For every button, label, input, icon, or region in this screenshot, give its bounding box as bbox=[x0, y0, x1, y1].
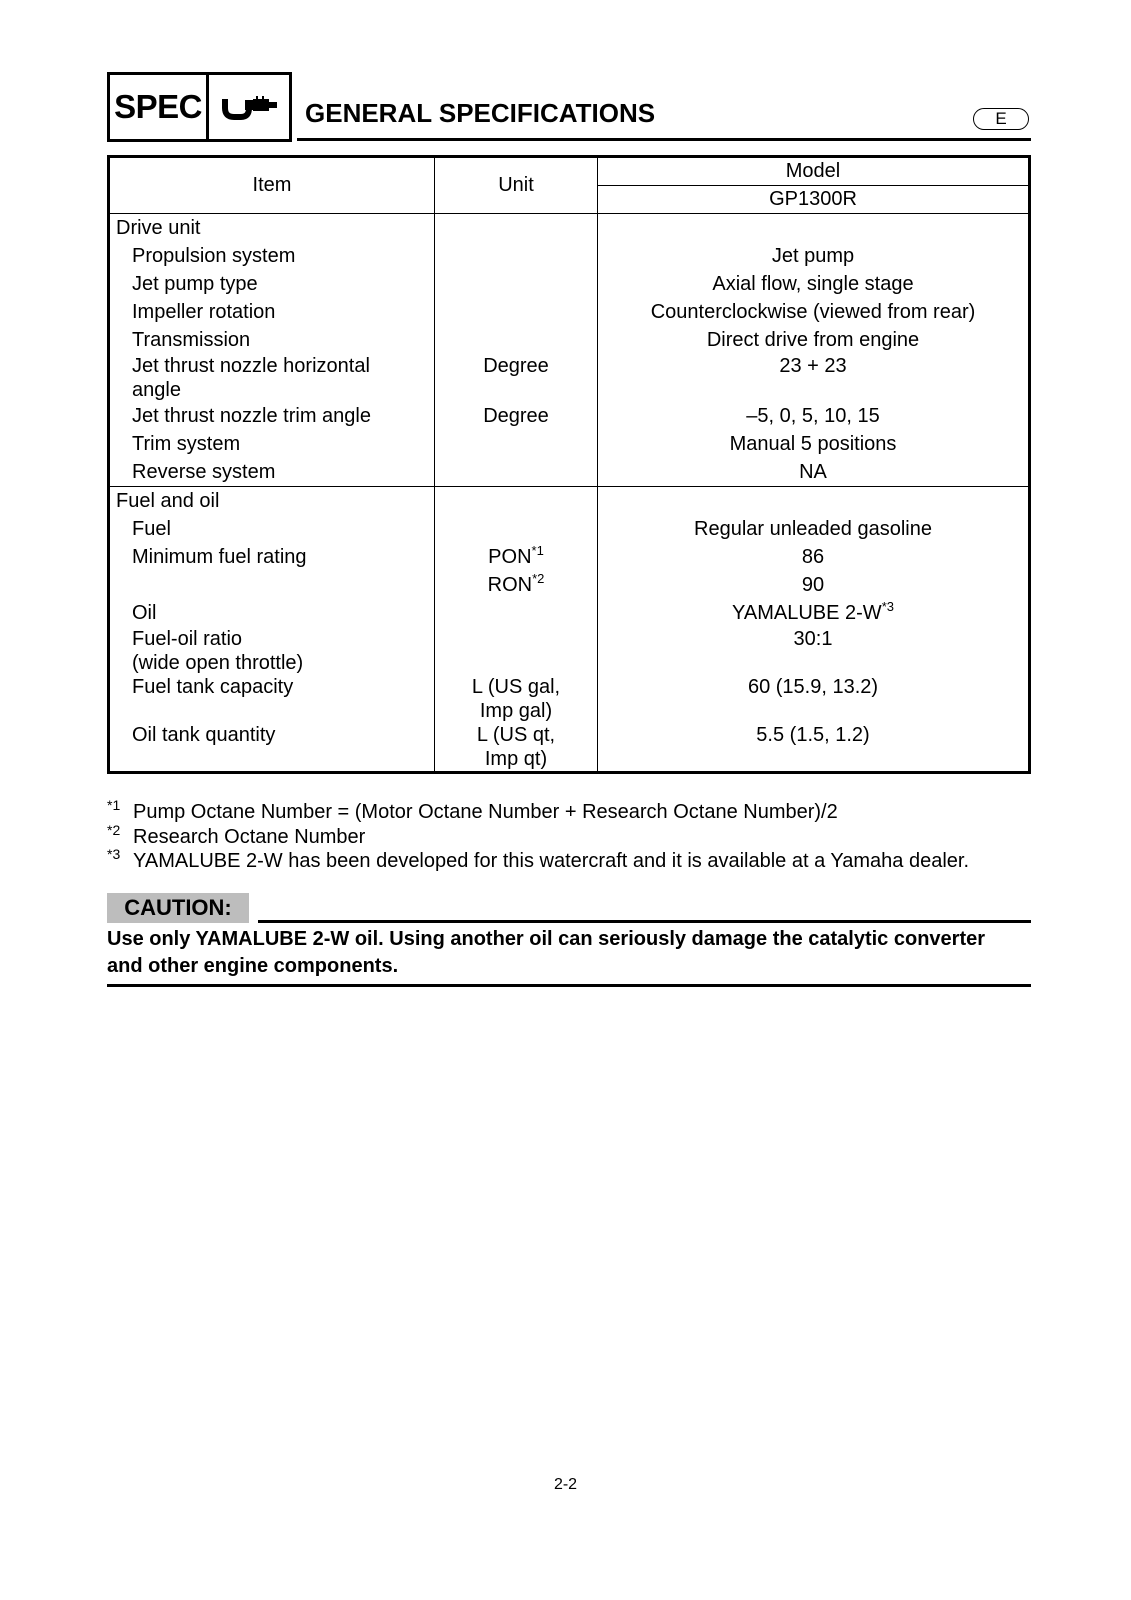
specifications-table bbox=[107, 155, 1031, 774]
footnote-ref: *2 bbox=[532, 571, 545, 586]
empty-cell bbox=[435, 214, 598, 243]
unit-cell bbox=[435, 298, 598, 326]
unit-cell bbox=[435, 723, 598, 773]
table-row bbox=[109, 543, 1030, 599]
unit-cell-line: L (US qt, bbox=[476, 724, 556, 746]
page-header bbox=[107, 72, 1031, 142]
unit-cell bbox=[435, 354, 598, 402]
group-row bbox=[109, 214, 1030, 243]
item-cell bbox=[109, 599, 435, 627]
item-cell bbox=[109, 402, 435, 430]
value-cell bbox=[598, 402, 1030, 430]
value-cell bbox=[598, 430, 1030, 458]
caution-label: CAUTION: bbox=[107, 893, 249, 923]
item-cell-line: Fuel tank capacity bbox=[132, 676, 294, 698]
page-title: GENERAL SPECIFICATIONS bbox=[305, 98, 656, 128]
item-cell bbox=[109, 242, 435, 270]
group-row bbox=[109, 487, 1030, 516]
value-cell-line: 60 (15.9, 13.2) bbox=[747, 676, 879, 698]
spec-label: SPEC bbox=[110, 75, 209, 139]
value-cell-line: 30:1 bbox=[793, 628, 833, 650]
table-row bbox=[109, 458, 1030, 487]
value-cell-line: 86 bbox=[801, 546, 825, 568]
spec-icon-cell bbox=[209, 75, 289, 139]
empty-cell bbox=[598, 487, 1030, 516]
item-cell-line: Impeller rotation bbox=[132, 301, 276, 323]
table-row bbox=[109, 326, 1030, 354]
item-cell-line: Jet pump type bbox=[132, 273, 258, 295]
unit-cell bbox=[435, 627, 598, 675]
unit-cell-line: Degree bbox=[483, 405, 549, 427]
footnote bbox=[107, 846, 970, 874]
unit-cell-line: PON bbox=[488, 546, 532, 568]
item-cell-line: Trim system bbox=[132, 433, 241, 455]
caution-line: Use only YAMALUBE 2-W oil. Using another oil can seriously damage the catalytic converter bbox=[107, 928, 986, 950]
item-cell-line: Jet thrust nozzle trim angle bbox=[132, 405, 371, 427]
empty-cell bbox=[435, 487, 598, 516]
unit-cell bbox=[435, 458, 598, 487]
value-cell bbox=[598, 599, 1030, 627]
item-cell-line: Oil tank quantity bbox=[132, 724, 276, 746]
micrometer-icon bbox=[219, 93, 279, 121]
spec-box bbox=[107, 72, 292, 142]
value-cell-line: –5, 0, 5, 10, 15 bbox=[746, 405, 880, 427]
unit-cell-line: Degree bbox=[483, 355, 549, 377]
value-cell-line: Regular unleaded gasoline bbox=[694, 518, 932, 540]
table-row bbox=[109, 242, 1030, 270]
table-row bbox=[109, 599, 1030, 627]
value-cell bbox=[598, 242, 1030, 270]
header-rule bbox=[297, 138, 1031, 141]
value-cell-line: Counterclockwise (viewed from rear) bbox=[650, 301, 976, 323]
table-row bbox=[109, 675, 1030, 723]
item-cell bbox=[109, 430, 435, 458]
footnote bbox=[107, 821, 969, 850]
item-cell bbox=[109, 298, 435, 326]
value-cell bbox=[598, 675, 1030, 723]
value-cell-line: Jet pump bbox=[771, 245, 855, 267]
item-cell-line: Transmission bbox=[132, 329, 251, 351]
value-cell bbox=[598, 326, 1030, 354]
item-cell-line: Fuel bbox=[132, 518, 171, 540]
value-cell bbox=[598, 543, 1030, 599]
table-row bbox=[109, 298, 1030, 326]
table-row bbox=[109, 723, 1030, 773]
footnotes bbox=[107, 797, 970, 874]
item-cell bbox=[109, 675, 435, 723]
language-badge: E bbox=[973, 108, 1029, 130]
item-cell-line: Minimum fuel rating bbox=[132, 546, 307, 568]
value-cell-line: YAMALUBE 2-W bbox=[732, 602, 882, 624]
item-cell-line: Propulsion system bbox=[132, 245, 296, 267]
page-number: 2-2 bbox=[553, 1476, 578, 1493]
value-cell-line: NA bbox=[799, 461, 827, 483]
value-cell-line: Manual 5 positions bbox=[729, 433, 897, 455]
value-cell-line: 23 + 23 bbox=[779, 355, 847, 377]
value-cell bbox=[598, 458, 1030, 487]
caution-text bbox=[107, 926, 1031, 980]
footnote-mark: *3 bbox=[107, 846, 121, 862]
table-body bbox=[109, 214, 1030, 773]
table-row bbox=[109, 515, 1030, 543]
table-row bbox=[109, 627, 1030, 675]
header-unit: Unit bbox=[435, 157, 598, 214]
unit-cell-line: Imp qt) bbox=[484, 748, 548, 770]
value-cell-line: Direct drive from engine bbox=[706, 329, 920, 351]
table-row bbox=[109, 402, 1030, 430]
caution-line: and other engine components. bbox=[107, 955, 399, 977]
value-cell-line: 5.5 (1.5, 1.2) bbox=[756, 724, 870, 746]
unit-cell bbox=[435, 543, 598, 599]
footnote-mark: *2 bbox=[107, 821, 121, 838]
caution-rule bbox=[258, 920, 1031, 923]
footnote-text: Research Octane Number bbox=[133, 825, 366, 848]
item-cell-line: (wide open throttle) bbox=[132, 652, 304, 674]
value-cell bbox=[598, 515, 1030, 543]
unit-cell bbox=[435, 242, 598, 270]
value-cell bbox=[598, 627, 1030, 675]
table-row bbox=[109, 430, 1030, 458]
footnote-text: YAMALUBE 2-W has been developed for this watercraft and it is available at a Yamaha dealer. bbox=[133, 850, 970, 872]
value-cell-line: Axial flow, single stage bbox=[712, 273, 914, 295]
caution-bottom-rule bbox=[107, 984, 1031, 987]
item-cell bbox=[109, 723, 435, 773]
item-cell bbox=[109, 515, 435, 543]
item-cell bbox=[109, 354, 435, 402]
group-name: Fuel and oil bbox=[109, 487, 435, 516]
value-cell bbox=[598, 354, 1030, 402]
footnote-mark: *1 bbox=[107, 797, 121, 813]
item-cell-line: angle bbox=[132, 379, 181, 401]
item-cell bbox=[109, 458, 435, 487]
empty-cell bbox=[598, 214, 1030, 243]
value-cell-line: 90 bbox=[801, 574, 825, 596]
footnote bbox=[107, 797, 969, 825]
unit-cell bbox=[435, 402, 598, 430]
unit-cell bbox=[435, 326, 598, 354]
item-cell-line: Jet thrust nozzle horizontal bbox=[132, 355, 370, 377]
footnote-ref: *1 bbox=[531, 543, 544, 558]
value-cell bbox=[598, 270, 1030, 298]
unit-cell-line: L (US gal, bbox=[471, 676, 561, 698]
item-cell bbox=[109, 543, 435, 599]
unit-cell bbox=[435, 430, 598, 458]
item-cell bbox=[109, 627, 435, 675]
footnote-text: Pump Octane Number = (Motor Octane Number + Research Octane Number)/2 bbox=[133, 801, 838, 823]
group-name: Drive unit bbox=[109, 214, 435, 243]
item-cell bbox=[109, 270, 435, 298]
unit-cell-line: Imp gal) bbox=[479, 700, 553, 722]
footnote-ref: *3 bbox=[881, 599, 894, 614]
value-cell bbox=[598, 298, 1030, 326]
unit-cell bbox=[435, 599, 598, 627]
unit-cell bbox=[435, 675, 598, 723]
unit-cell bbox=[435, 515, 598, 543]
unit-cell-line: RON bbox=[487, 574, 533, 596]
header-model: Model bbox=[598, 157, 1030, 186]
item-cell-line: Reverse system bbox=[132, 461, 276, 483]
item-cell-line: Oil bbox=[132, 602, 157, 624]
item-cell bbox=[109, 326, 435, 354]
header-model-name: GP1300R bbox=[598, 186, 1030, 214]
item-cell-line: Fuel-oil ratio bbox=[132, 628, 243, 650]
value-cell bbox=[598, 723, 1030, 773]
table-row bbox=[109, 354, 1030, 402]
header-item: Item bbox=[109, 157, 435, 214]
table-row bbox=[109, 270, 1030, 298]
unit-cell bbox=[435, 270, 598, 298]
